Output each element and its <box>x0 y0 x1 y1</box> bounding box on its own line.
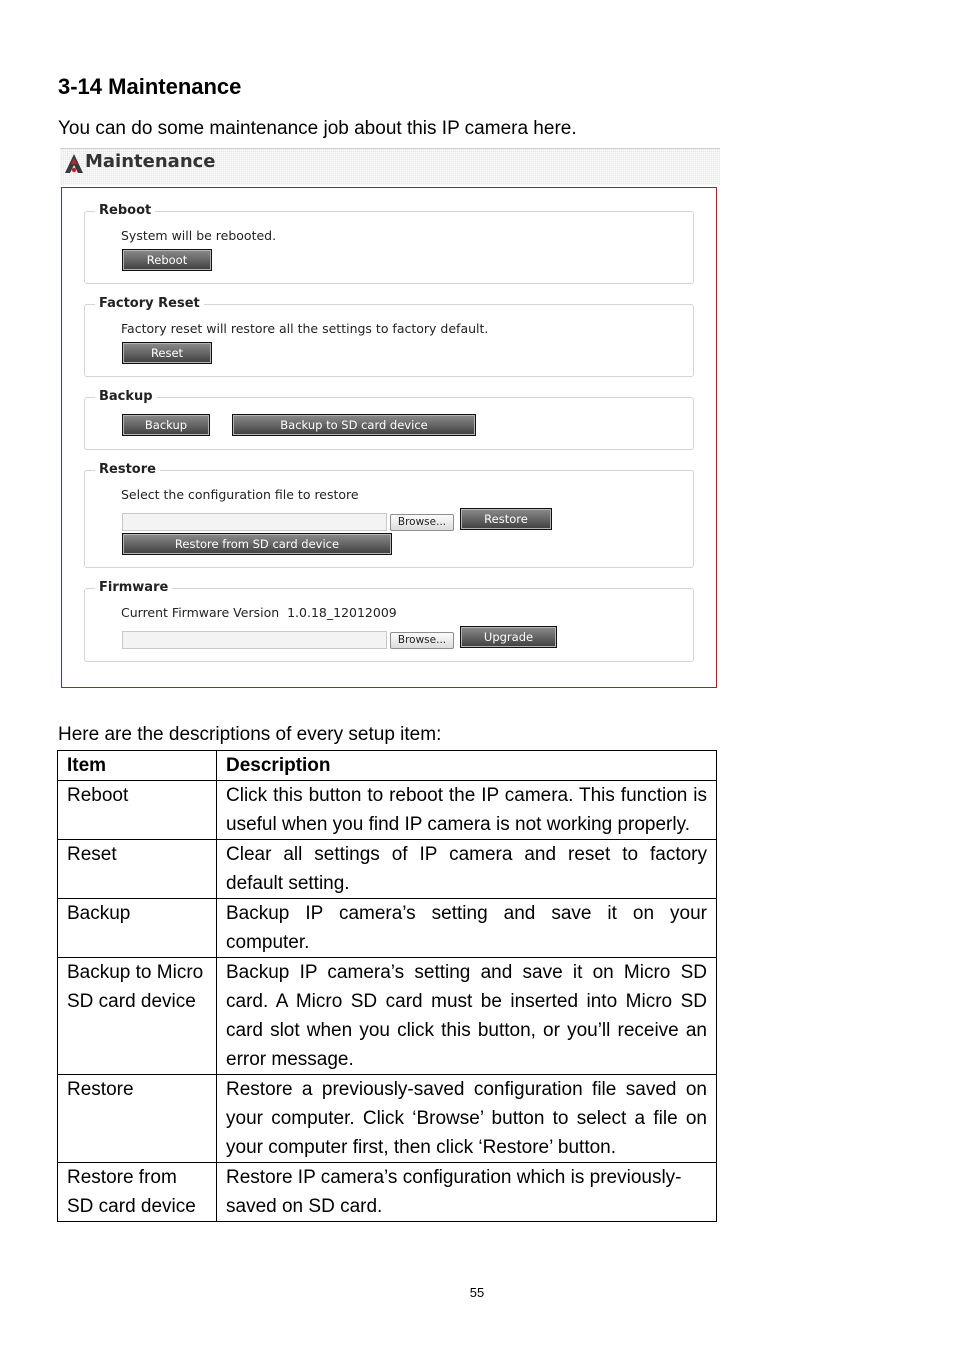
table-row <box>58 1163 717 1222</box>
table-row <box>58 958 717 1075</box>
maintenance-panel <box>61 187 717 688</box>
section-heading: 3-14 Maintenance <box>58 74 242 99</box>
firmware-fieldset <box>84 580 694 662</box>
table-cell-description: Restore IP camera’s configuration which is previously-saved on SD card. <box>217 1163 717 1222</box>
table-header-row <box>58 751 717 781</box>
table-header-item: Item <box>58 751 217 781</box>
restore-fieldset <box>84 462 694 568</box>
firmware-browse-button[interactable]: Browse... <box>390 632 454 649</box>
table-cell-description: Click this button to reboot the IP camera. This function is useful when you find IP camera is not working properly. <box>217 781 717 840</box>
camera-brand-logo-icon <box>64 153 84 177</box>
firmware-version-text <box>121 605 397 620</box>
restore-description: Select the configuration file to restore <box>121 487 359 502</box>
table-row <box>58 781 717 840</box>
firmware-file-input[interactable] <box>122 631 387 649</box>
reboot-legend: Reboot <box>95 203 155 218</box>
restore-from-sd-button[interactable]: Restore from SD card device <box>122 533 392 555</box>
reboot-fieldset <box>84 203 694 284</box>
table-row <box>58 840 717 899</box>
table-cell-item: Restore <box>58 1075 217 1163</box>
table-cell-description: Clear all settings of IP camera and reset to factory default setting. <box>217 840 717 899</box>
table-header-description: Description <box>217 751 717 781</box>
backup-to-sd-button[interactable]: Backup to SD card device <box>232 414 476 436</box>
table-cell-item: Backup to Micro SD card device <box>58 958 217 1075</box>
backup-legend: Backup <box>95 389 157 404</box>
table-row <box>58 899 717 958</box>
maintenance-panel-header <box>60 148 720 185</box>
backup-fieldset <box>84 389 694 450</box>
intro-text: You can do some maintenance job about this IP camera here. <box>58 118 577 139</box>
reset-button[interactable]: Reset <box>122 342 212 364</box>
table-row <box>58 1075 717 1163</box>
firmware-legend: Firmware <box>95 580 172 595</box>
table-cell-item: Reset <box>58 840 217 899</box>
table-cell-item: Backup <box>58 899 217 958</box>
factory-reset-legend: Factory Reset <box>95 296 204 311</box>
table-cell-description: Backup IP camera’s setting and save it on Micro SD card. A Micro SD card must be inserted into Micro SD card slot when you click this button, or you’ll receive an error message. <box>217 958 717 1075</box>
restore-button[interactable]: Restore <box>460 508 552 530</box>
restore-browse-button[interactable]: Browse... <box>390 514 454 531</box>
table-cell-item: Restore from SD card device <box>58 1163 217 1222</box>
backup-button[interactable]: Backup <box>122 414 210 436</box>
maintenance-panel-title: Maintenance <box>85 151 216 172</box>
firmware-version-value: 1.0.18_12012009 <box>287 605 397 620</box>
table-cell-description: Backup IP camera’s setting and save it on your computer. <box>217 899 717 958</box>
firmware-version-label: Current Firmware Version <box>121 605 280 620</box>
table-intro-text: Here are the descriptions of every setup item: <box>58 724 442 745</box>
restore-file-input[interactable] <box>122 513 387 531</box>
upgrade-button[interactable]: Upgrade <box>460 626 557 648</box>
factory-reset-fieldset <box>84 296 694 377</box>
factory-reset-description: Factory reset will restore all the settings to factory default. <box>121 321 489 336</box>
reboot-button[interactable]: Reboot <box>122 249 212 271</box>
page-number: 55 <box>469 1285 485 1300</box>
reboot-description: System will be rebooted. <box>121 228 277 243</box>
restore-legend: Restore <box>95 462 160 477</box>
table-cell-description: Restore a previously-saved configuration file saved on your computer. Click ‘Browse’ button to select a file on your computer first, then click ‘Restore’ button. <box>217 1075 717 1163</box>
table-cell-item: Reboot <box>58 781 217 840</box>
setup-items-table <box>57 750 717 1222</box>
